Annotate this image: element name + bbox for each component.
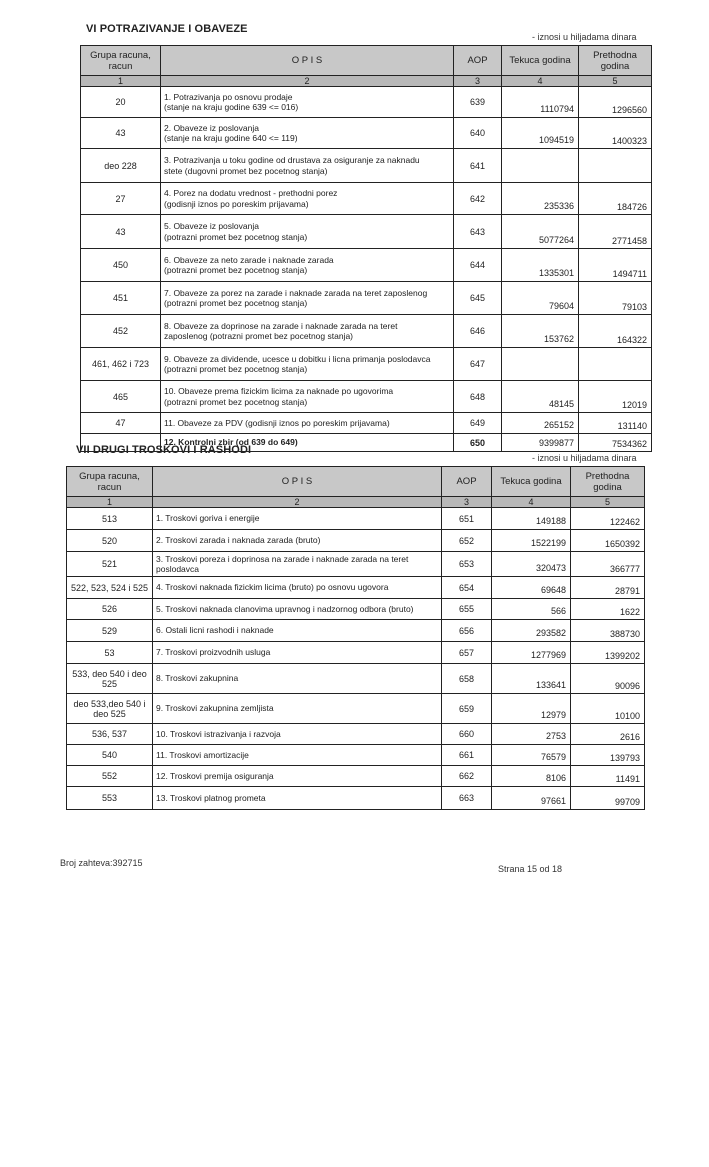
col-number: 3	[442, 497, 492, 508]
aop-cell: 648	[454, 381, 502, 413]
previous-year-value: 7534362	[579, 434, 652, 452]
table-row	[67, 664, 645, 694]
account-group-cell: 451	[81, 282, 161, 315]
previous-year-value: 99709	[571, 787, 645, 810]
previous-year-value: 1494711	[579, 249, 652, 282]
description-cell: 10. Obaveze prema fizickim licima za naknade po ugovorima (potrazni promet bez pocetnog stanja)	[161, 381, 454, 413]
aop-cell: 643	[454, 215, 502, 249]
table-row	[67, 599, 645, 620]
description-cell: 4. Porez na dodatu vrednost - prethodni porez (godisnji iznos po poreskim prijavama)	[161, 183, 454, 215]
col-number: 5	[571, 497, 645, 508]
current-year-value: 1110794	[502, 87, 579, 118]
account-group-cell: 526	[67, 599, 153, 620]
previous-year-value: 1622	[571, 599, 645, 620]
section-6-unit-note: - iznosi u hiljadama dinara	[532, 32, 637, 42]
current-year-value: 1094519	[502, 118, 579, 149]
current-year-value: 76579	[492, 745, 571, 766]
current-year-value: 12979	[492, 694, 571, 724]
table-row	[81, 315, 652, 348]
current-year-value: 1335301	[502, 249, 579, 282]
account-group-cell: 27	[81, 183, 161, 215]
previous-year-value: 366777	[571, 552, 645, 577]
col-number: 4	[492, 497, 571, 508]
description-cell: 5. Troskovi naknada clanovima upravnog i nadzornog odbora (bruto)	[153, 599, 442, 620]
aop-cell: 652	[442, 530, 492, 552]
previous-year-value: 10100	[571, 694, 645, 724]
current-year-value: 1522199	[492, 530, 571, 552]
previous-year-value: 388730	[571, 620, 645, 642]
col-number: 2	[161, 76, 454, 87]
description-cell: 3. Potrazivanja u toku godine od drustava za osiguranje za naknadu stete (dugovni promet bez pocetnog stanja)	[161, 149, 454, 183]
description-cell: 6. Ostali licni rashodi i naknade	[153, 620, 442, 642]
col-number: 1	[67, 497, 153, 508]
aop-cell: 660	[442, 724, 492, 745]
description-cell: 1. Potrazivanja po osnovu prodaje (stanje na kraju godine 639 <= 016)	[161, 87, 454, 118]
table-row	[81, 282, 652, 315]
description-cell: 5. Obaveze iz poslovanja (potrazni promet bez pocetnog stanja)	[161, 215, 454, 249]
description-cell: 10. Troskovi istrazivanja i razvoja	[153, 724, 442, 745]
current-year-value: 5077264	[502, 215, 579, 249]
account-group-cell: 521	[67, 552, 153, 577]
previous-year-value: 164322	[579, 315, 652, 348]
account-group-cell: 43	[81, 118, 161, 149]
previous-year-value: 122462	[571, 508, 645, 530]
table-row	[81, 118, 652, 149]
current-year-value: 265152	[502, 413, 579, 434]
description-cell: 11. Obaveze za PDV (godisnji iznos po poreskim prijavama)	[161, 413, 454, 434]
table-row	[67, 552, 645, 577]
col-number: 5	[579, 76, 652, 87]
col-header-previous-year: Prethodna godina	[571, 467, 645, 497]
aop-cell: 645	[454, 282, 502, 315]
current-year-value: 69648	[492, 577, 571, 599]
previous-year-value: 2616	[571, 724, 645, 745]
account-group-cell: 552	[67, 766, 153, 787]
account-group-cell: 533, deo 540 i deo 525	[67, 664, 153, 694]
previous-year-value: 1399202	[571, 642, 645, 664]
current-year-value: 1277969	[492, 642, 571, 664]
aop-cell: 653	[442, 552, 492, 577]
description-cell: 8. Obaveze za doprinose na zarade i naknade zarada na teret zaposlenog (potrazni promet bez pocetnog stanja)	[161, 315, 454, 348]
account-group-cell: 520	[67, 530, 153, 552]
current-year-value: 2753	[492, 724, 571, 745]
aop-cell: 639	[454, 87, 502, 118]
description-cell: 13. Troskovi platnog prometa	[153, 787, 442, 810]
description-cell: 2. Obaveze iz poslovanja (stanje na kraju godine 640 <= 119)	[161, 118, 454, 149]
aop-cell: 647	[454, 348, 502, 381]
previous-year-value	[579, 149, 652, 183]
current-year-value	[502, 348, 579, 381]
col-header-account-group: Grupa racuna, racun	[81, 46, 161, 76]
col-number: 3	[454, 76, 502, 87]
col-header-current-year: Tekuca godina	[492, 467, 571, 497]
previous-year-value: 1650392	[571, 530, 645, 552]
col-header-current-year: Tekuca godina	[502, 46, 579, 76]
description-cell: 12. Kontrolni zbir (od 639 do 649)	[161, 434, 454, 452]
col-number: 1	[81, 76, 161, 87]
previous-year-value: 139793	[571, 745, 645, 766]
table-row	[81, 215, 652, 249]
description-cell: 3. Troskovi poreza i doprinosa na zarade i naknade zarada na teret poslodavca	[153, 552, 442, 577]
current-year-value: 153762	[502, 315, 579, 348]
aop-cell: 662	[442, 766, 492, 787]
table-row	[67, 745, 645, 766]
current-year-value: 566	[492, 599, 571, 620]
account-group-cell: 461, 462 i 723	[81, 348, 161, 381]
current-year-value	[502, 149, 579, 183]
request-number: Broj zahteva:392715	[60, 858, 143, 868]
account-group-cell: deo 228	[81, 149, 161, 183]
description-cell: 7. Obaveze za porez na zarade i naknade zarada na teret zaposlenog (potrazni promet bez pocetnog stanja)	[161, 282, 454, 315]
aop-cell: 655	[442, 599, 492, 620]
other-expenses-table	[66, 466, 645, 810]
aop-cell: 658	[442, 664, 492, 694]
table-row	[81, 87, 652, 118]
previous-year-value: 1400323	[579, 118, 652, 149]
account-group-cell: 452	[81, 315, 161, 348]
table-row	[67, 620, 645, 642]
table-row	[67, 530, 645, 552]
table-row	[81, 348, 652, 381]
current-year-value: 9399877	[502, 434, 579, 452]
account-group-cell: 529	[67, 620, 153, 642]
aop-cell: 659	[442, 694, 492, 724]
table-row	[81, 381, 652, 413]
current-year-value: 149188	[492, 508, 571, 530]
aop-cell: 651	[442, 508, 492, 530]
col-header-account-group: Grupa racuna, racun	[67, 467, 153, 497]
account-group-cell: 43	[81, 215, 161, 249]
previous-year-value: 11491	[571, 766, 645, 787]
current-year-value: 8106	[492, 766, 571, 787]
description-cell: 11. Troskovi amortizacije	[153, 745, 442, 766]
aop-cell: 657	[442, 642, 492, 664]
previous-year-value: 184726	[579, 183, 652, 215]
section-6-title: VI POTRAZIVANJE I OBAVEZE	[86, 23, 248, 35]
table-row	[81, 183, 652, 215]
page-number: Strana 15 od 18	[498, 864, 563, 874]
table-row	[67, 766, 645, 787]
aop-cell: 644	[454, 249, 502, 282]
previous-year-value	[579, 348, 652, 381]
account-group-cell: 450	[81, 249, 161, 282]
account-group-cell: 553	[67, 787, 153, 810]
previous-year-value: 131140	[579, 413, 652, 434]
table-row	[67, 577, 645, 599]
account-group-cell: 540	[67, 745, 153, 766]
table-row	[81, 249, 652, 282]
description-cell: 8. Troskovi zakupnina	[153, 664, 442, 694]
col-header-description: O P I S	[161, 46, 454, 76]
account-group-cell: 465	[81, 381, 161, 413]
description-cell: 12. Troskovi premija osiguranja	[153, 766, 442, 787]
section-7-title: VII DRUGI TROSKOVI I RASHODI	[76, 444, 252, 456]
description-cell: 7. Troskovi proizvodnih usluga	[153, 642, 442, 664]
aop-cell: 641	[454, 149, 502, 183]
previous-year-value: 12019	[579, 381, 652, 413]
table-row	[81, 413, 652, 434]
current-year-value: 48145	[502, 381, 579, 413]
aop-cell: 663	[442, 787, 492, 810]
aop-cell: 656	[442, 620, 492, 642]
previous-year-value: 79103	[579, 282, 652, 315]
col-number: 4	[502, 76, 579, 87]
section-7-unit-note: - iznosi u hiljadama dinara	[532, 453, 637, 463]
col-header-previous-year: Prethodna godina	[579, 46, 652, 76]
table-row	[67, 694, 645, 724]
account-group-cell: 20	[81, 87, 161, 118]
description-cell: 4. Troskovi naknada fizickim licima (bruto) po osnovu ugovora	[153, 577, 442, 599]
previous-year-value: 90096	[571, 664, 645, 694]
aop-cell: 654	[442, 577, 492, 599]
current-year-value: 79604	[502, 282, 579, 315]
col-header-aop: AOP	[454, 46, 502, 76]
account-group-cell: deo 533,deo 540 i deo 525	[67, 694, 153, 724]
description-cell: 9. Troskovi zakupnina zemljista	[153, 694, 442, 724]
current-year-value: 320473	[492, 552, 571, 577]
table-row	[67, 642, 645, 664]
description-cell: 9. Obaveze za dividende, ucesce u dobitku i licna primanja poslodavca (potrazni promet bez pocetnog stanja)	[161, 348, 454, 381]
current-year-value: 97661	[492, 787, 571, 810]
table-row	[67, 508, 645, 530]
table-row	[81, 149, 652, 183]
previous-year-value: 2771458	[579, 215, 652, 249]
description-cell: 6. Obaveze za neto zarade i naknade zarada (potrazni promet bez pocetnog stanja)	[161, 249, 454, 282]
aop-cell: 642	[454, 183, 502, 215]
aop-cell: 640	[454, 118, 502, 149]
table-row	[67, 724, 645, 745]
previous-year-value: 28791	[571, 577, 645, 599]
account-group-cell: 47	[81, 413, 161, 434]
account-group-cell: 522, 523, 524 i 525	[67, 577, 153, 599]
current-year-value: 235336	[502, 183, 579, 215]
previous-year-value: 1296560	[579, 87, 652, 118]
col-header-aop: AOP	[442, 467, 492, 497]
current-year-value: 133641	[492, 664, 571, 694]
aop-cell: 646	[454, 315, 502, 348]
aop-cell: 650	[454, 434, 502, 452]
account-group-cell: 53	[67, 642, 153, 664]
col-number: 2	[153, 497, 442, 508]
aop-cell: 649	[454, 413, 502, 434]
description-cell: 2. Troskovi zarada i naknada zarada (bruto)	[153, 530, 442, 552]
table-row	[67, 787, 645, 810]
current-year-value: 293582	[492, 620, 571, 642]
account-group-cell: 536, 537	[67, 724, 153, 745]
description-cell: 1. Troskovi goriva i energije	[153, 508, 442, 530]
account-group-cell: 513	[67, 508, 153, 530]
col-header-description: O P I S	[153, 467, 442, 497]
aop-cell: 661	[442, 745, 492, 766]
receivables-liabilities-table	[80, 45, 652, 452]
